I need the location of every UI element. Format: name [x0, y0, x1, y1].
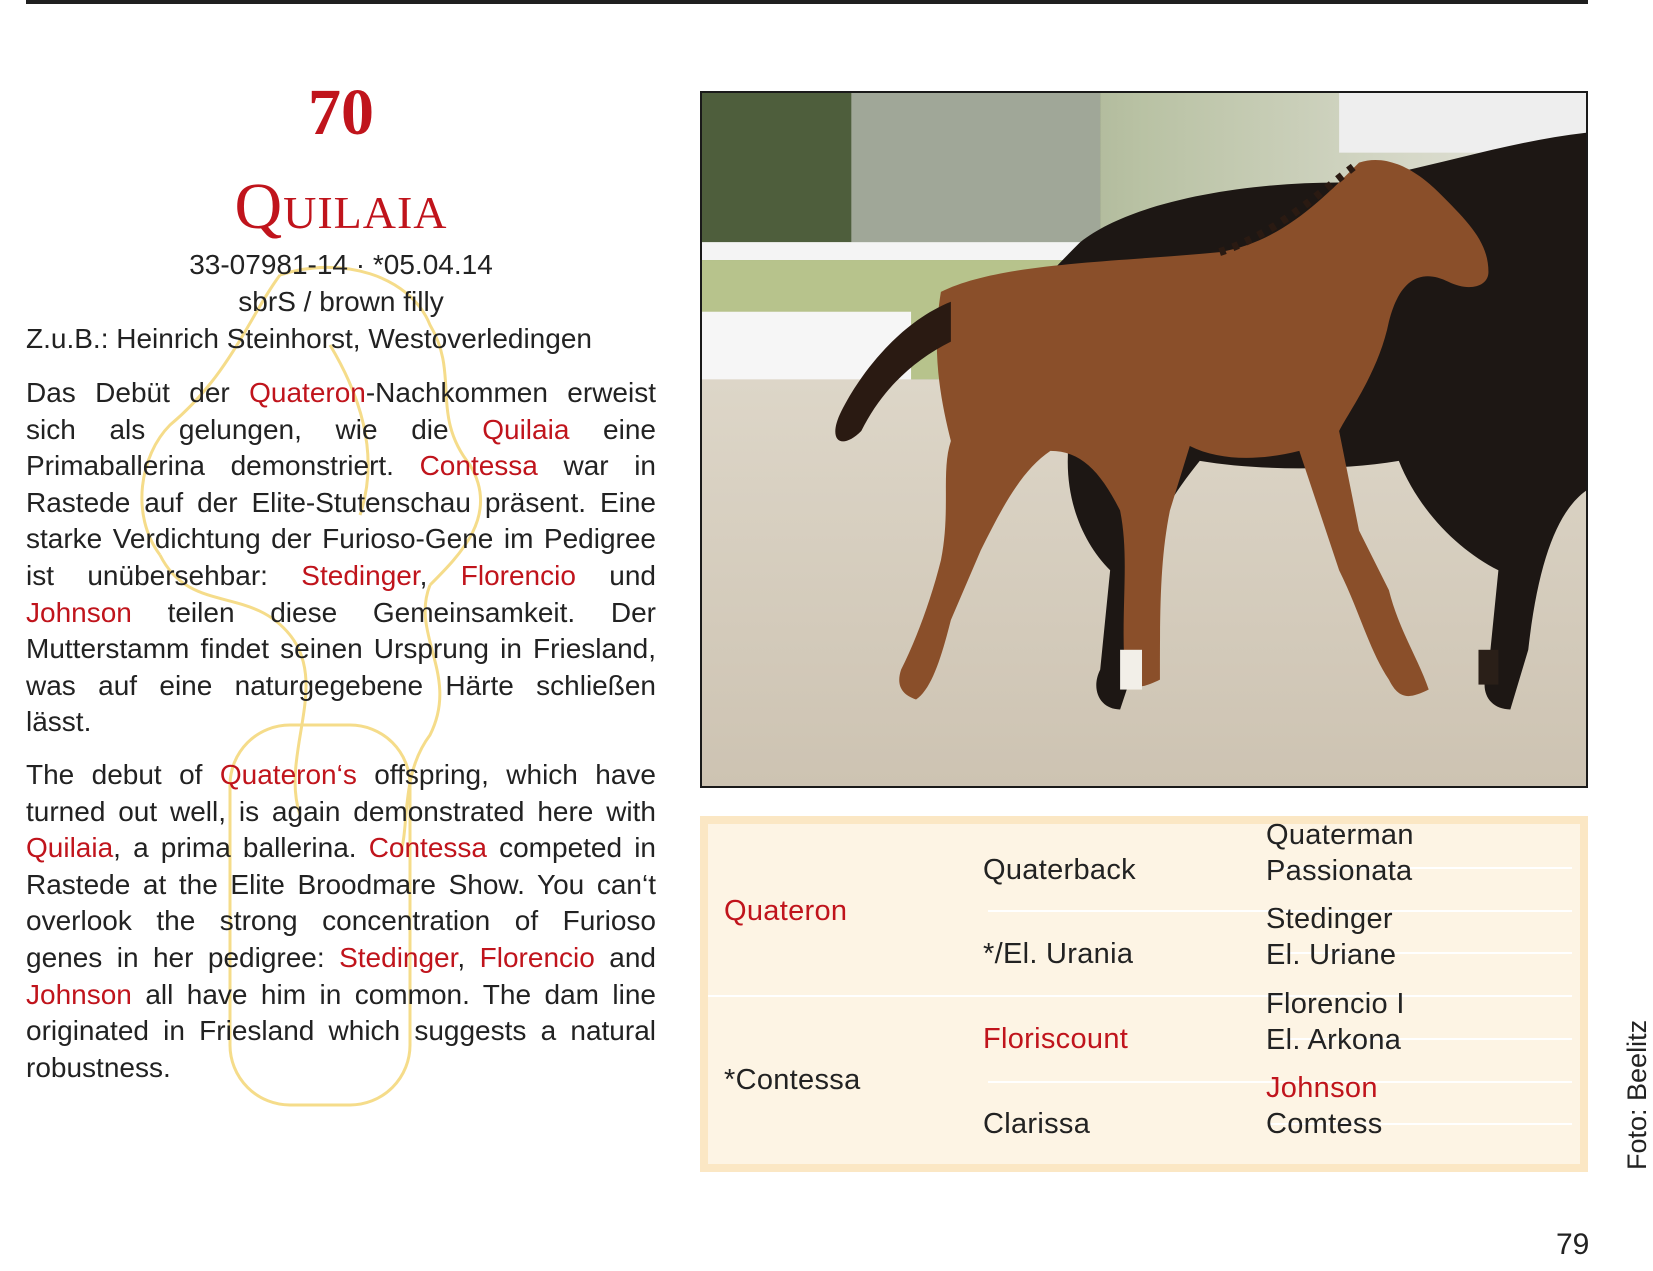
body-text: Das Debüt der: [26, 377, 250, 408]
body-text: war in Rastede auf der Elite-Stutenschau präsent. Eine starke Verdichtung der Furioso-Gene im Pedigree ist unübersehbar:: [26, 450, 656, 591]
breeder: Z.u.B.: Heinrich Steinhorst, Westoverledingen: [26, 323, 592, 354]
page-number: 79: [1556, 1228, 1590, 1261]
body-text: und: [575, 559, 657, 591]
highlighted-name: Quateron‘s: [219, 758, 357, 790]
horse-photo: [700, 91, 1588, 788]
highlighted-name: Quateron: [249, 377, 366, 408]
pedigree-ss-dam: Passionata: [1266, 855, 1413, 887]
pedigree-sire: Quateron: [724, 895, 848, 927]
highlighted-name: Contessa: [368, 832, 487, 864]
pedigree-dd-sire: Johnson: [1266, 1072, 1378, 1104]
body-text: competed in Rastede at the Elite Broodmare Show. You can‘t overlook the strong concentration of Furioso genes in her pedigree:: [26, 832, 656, 973]
pedigree-sd-dam: El. Uriane: [1266, 939, 1397, 971]
pedigree-dam-sire: Floriscount: [983, 1023, 1129, 1055]
body-text: , a prima ballerina.: [113, 832, 369, 864]
body-text: ,: [419, 559, 461, 591]
horse-name: Quilaia: [234, 170, 448, 243]
pedigree-sire-sire: Quaterback: [983, 854, 1136, 886]
highlighted-name: Quilaia: [482, 413, 570, 445]
body-text: -Nachkommen erweist sich als gelungen, wie die: [26, 377, 656, 445]
pedigree-dam-dam: Clarissa: [983, 1108, 1091, 1140]
pedigree-sd-sire: Stedinger: [1266, 903, 1393, 935]
lot-text-column: [26, 78, 656, 1086]
pedigree-grid: [708, 819, 1580, 1164]
body-text: all have him in common. The dam line originated in Friesland which suggests a natural robustness.: [26, 978, 656, 1083]
pedigree-sire-dam: */El. Urania: [983, 938, 1134, 970]
body-text: The debut of: [26, 758, 220, 790]
body-text: ,: [457, 941, 480, 973]
body-text: and: [594, 941, 656, 973]
pedigree-ss-sire: Quaterman: [1266, 819, 1414, 851]
photo-credit: Foto: Beelitz: [1622, 1019, 1652, 1170]
highlighted-name: Quilaia: [26, 832, 114, 864]
pedigree-dd-dam: Comtess: [1266, 1108, 1383, 1140]
registration-and-birthdate: 33-07981-14 · *05.04.14: [189, 249, 493, 280]
body-text: eine Primaballerina demonstriert.: [26, 413, 656, 482]
pedigree-dam: *Contessa: [724, 1064, 861, 1096]
highlighted-name: Contessa: [419, 450, 538, 482]
pedigree-divider: [708, 995, 1572, 997]
pedigree-table: [700, 816, 1588, 1172]
highlighted-name: Florencio: [479, 941, 595, 973]
highlighted-name: Stedinger: [301, 559, 420, 591]
highlighted-name: Florencio: [460, 559, 576, 591]
pedigree-ds-dam: El. Arkona: [1266, 1024, 1402, 1056]
top-rule: [26, 0, 1588, 4]
highlighted-name: Johnson: [26, 978, 132, 1010]
color-and-sex: sbrS / brown filly: [238, 286, 444, 317]
highlighted-name: Stedinger: [339, 941, 458, 973]
body-text: teilen diese Gemeinsamkeit. Der Mutterstamm findet seinen Ursprung in Friesland, was auf eine naturgegebene Härte schließen lässt.: [26, 596, 656, 738]
pedigree-ds-sire: Florencio I: [1266, 988, 1405, 1020]
highlighted-name: Johnson: [26, 596, 132, 628]
lot-number: 70: [308, 76, 374, 149]
description-german: [26, 375, 656, 741]
body-text: offspring, which have turned out well, is again demonstrated here with: [26, 758, 656, 827]
description-english: [26, 757, 656, 1086]
mare-and-foal-image: [702, 93, 1586, 786]
